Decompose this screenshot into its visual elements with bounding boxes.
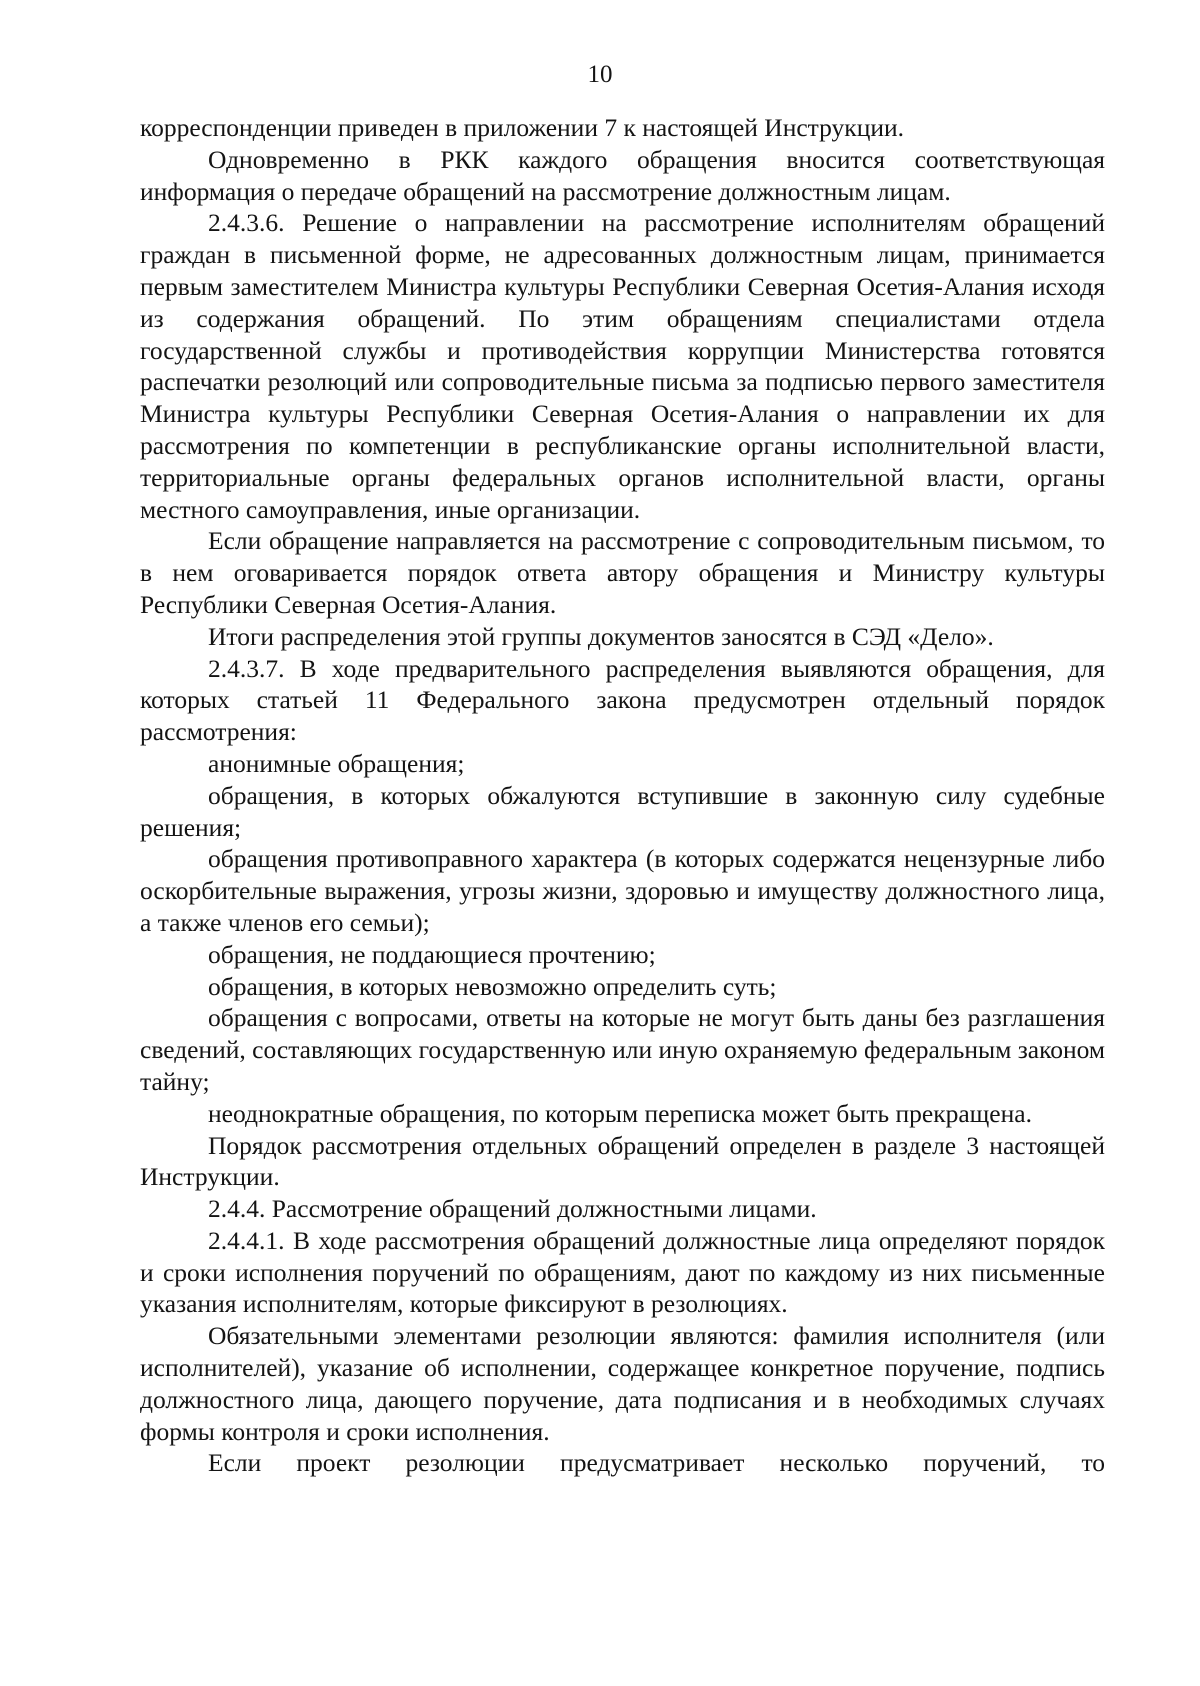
list-item: неоднократные обращения, по которым переписка может быть прекращена.: [208, 1098, 1032, 1128]
list-item: обращения, в которых невозможно определить суть;: [208, 971, 777, 1001]
paragraph: Обязательными элементами резолюции являются: фамилия исполнителя (или исполнителей), указание об исполнении, содержащее конкретное поручение, подпись должностного лица, дающего поручение, дата подписания и в необходимых случаях формы контроля и сроки исполнения.: [140, 1321, 1105, 1446]
list-item: обращения, в которых обжалуются вступившие в законную силу судебные решения;: [140, 780, 1105, 842]
paragraph-continues-next-page: Если проект резолюции предусматривает несколько поручений, то: [208, 1448, 1105, 1478]
paragraph: Итоги распределения этой группы документов заносятся в СЭД «Дело».: [208, 621, 994, 651]
paragraph: Если обращение направляется на рассмотрение с сопроводительным письмом, то в нем оговаривается порядок ответа автору обращения и Министру культуры Республики Северная Осетия-Алания.: [140, 526, 1105, 619]
paragraph: Порядок рассмотрения отдельных обращений определен в разделе 3 настоящей Инструкции.: [140, 1130, 1105, 1192]
paragraph-section-2-4-4: 2.4.4. Рассмотрение обращений должностными лицами.: [208, 1194, 817, 1224]
paragraph-section-2-4-4-1: 2.4.4.1. В ходе рассмотрения обращений должностные лица определяют порядок и сроки исполнения поручений по обращениям, дают по каждому из них письменные указания исполнителям, которые фиксируют в резолюциях.: [140, 1225, 1105, 1319]
paragraph-section-2-4-3-6: 2.4.3.6. Решение о направлении на рассмотрение исполнителям обращений граждан в письменной форме, не адресованных должностным лицам, принимается первым заместителем Министра культуры Республики Северная Осетия-Алания исходя из содержания обращений. По этим обращениям специалистами отдела государственной службы и противодействия коррупции Министерства готовятся распечатки резолюций или сопроводительные письма за подписью первого заместителя Министра культуры Республики Северная Осетия-Алания о направлении их для рассмотрения по компетенции в республиканские органы исполнительной власти, территориальные органы федеральных органов исполнительной власти, органы местного самоуправления, иные организации.: [140, 208, 1105, 524]
list-item: обращения противоправного характера (в которых содержатся нецензурные либо оскорбительные выражения, угрозы жизни, здоровью и имуществу должностного лица, а также членов его семьи);: [140, 844, 1105, 937]
document-body: [140, 112, 1105, 1479]
page-number: 10: [587, 61, 613, 88]
paragraph-section-2-4-3-7: 2.4.3.7. В ходе предварительного распределения выявляются обращения, для которых статьей 11 Федерального закона предусмотрен отдельный порядок рассмотрения:: [140, 653, 1105, 747]
paragraph-continuation: корреспонденции приведен в приложении 7 к настоящей Инструкции.: [140, 113, 905, 142]
list-item: анонимные обращения;: [208, 748, 465, 778]
list-item: обращения с вопросами, ответы на которые не могут быть даны без разглашения сведений, составляющих государственную или иную охраняемую федеральным законом тайну;: [140, 1003, 1105, 1096]
paragraph: Одновременно в РКК каждого обращения вносится соответствующая информация о передаче обращений на рассмотрение должностным лицам.: [140, 144, 1105, 206]
list-item: обращения, не поддающиеся прочтению;: [208, 939, 656, 969]
